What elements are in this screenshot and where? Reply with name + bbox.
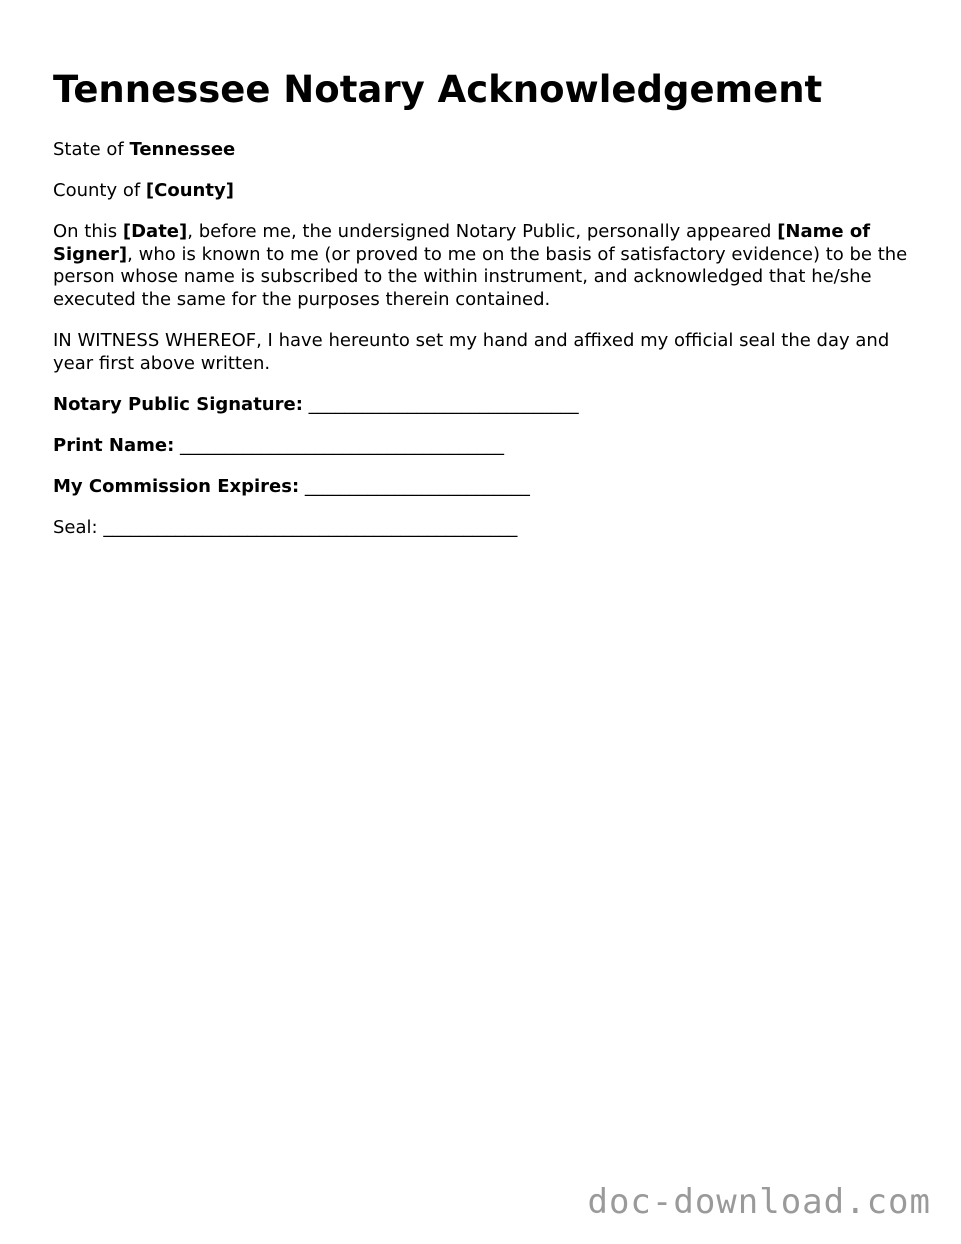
signer-placeholder: [Name of Signer]: [53, 221, 871, 265]
body-middle: , before me, the undersigned Notary Public, personally appeared: [187, 221, 772, 242]
body-suffix: , who is known to me (or proved to me on the basis of satisfactory evidence) to be the person whose name is subscribed to the within instrument, and acknowledged that he/she executed the same for the purposes therein contained.: [53, 243, 908, 310]
state-line: [53, 139, 913, 162]
seal-label: Seal:: [53, 517, 98, 538]
county-label: County of: [53, 180, 141, 201]
signature-field: [53, 394, 913, 417]
print-name-label: Print Name:: [53, 435, 175, 456]
county-line: [53, 180, 913, 203]
county-value: [County]: [145, 180, 234, 201]
seal-line: ______________________________________________: [103, 517, 518, 538]
acknowledgement-paragraph: [53, 221, 913, 311]
print-name-line: ____________________________________: [180, 435, 505, 456]
seal-field: [53, 517, 913, 540]
state-label: State of: [53, 139, 124, 160]
commission-field: [53, 476, 913, 499]
commission-line: _________________________: [304, 476, 530, 497]
commission-label: My Commission Expires:: [53, 476, 300, 497]
print-name-field: [53, 435, 913, 458]
body-prefix: On this: [53, 221, 118, 242]
signature-label: Notary Public Signature:: [53, 394, 303, 415]
document-title: Tennessee Notary Acknowledgement: [53, 68, 823, 111]
witness-paragraph: IN WITNESS WHEREOF, I have hereunto set my hand and affixed my official seal the day and year first above written.: [53, 330, 890, 374]
signature-line: ______________________________: [308, 394, 579, 415]
watermark: doc-download.com: [587, 1182, 931, 1222]
date-placeholder: [Date]: [122, 221, 188, 242]
state-value: Tennessee: [129, 139, 236, 160]
